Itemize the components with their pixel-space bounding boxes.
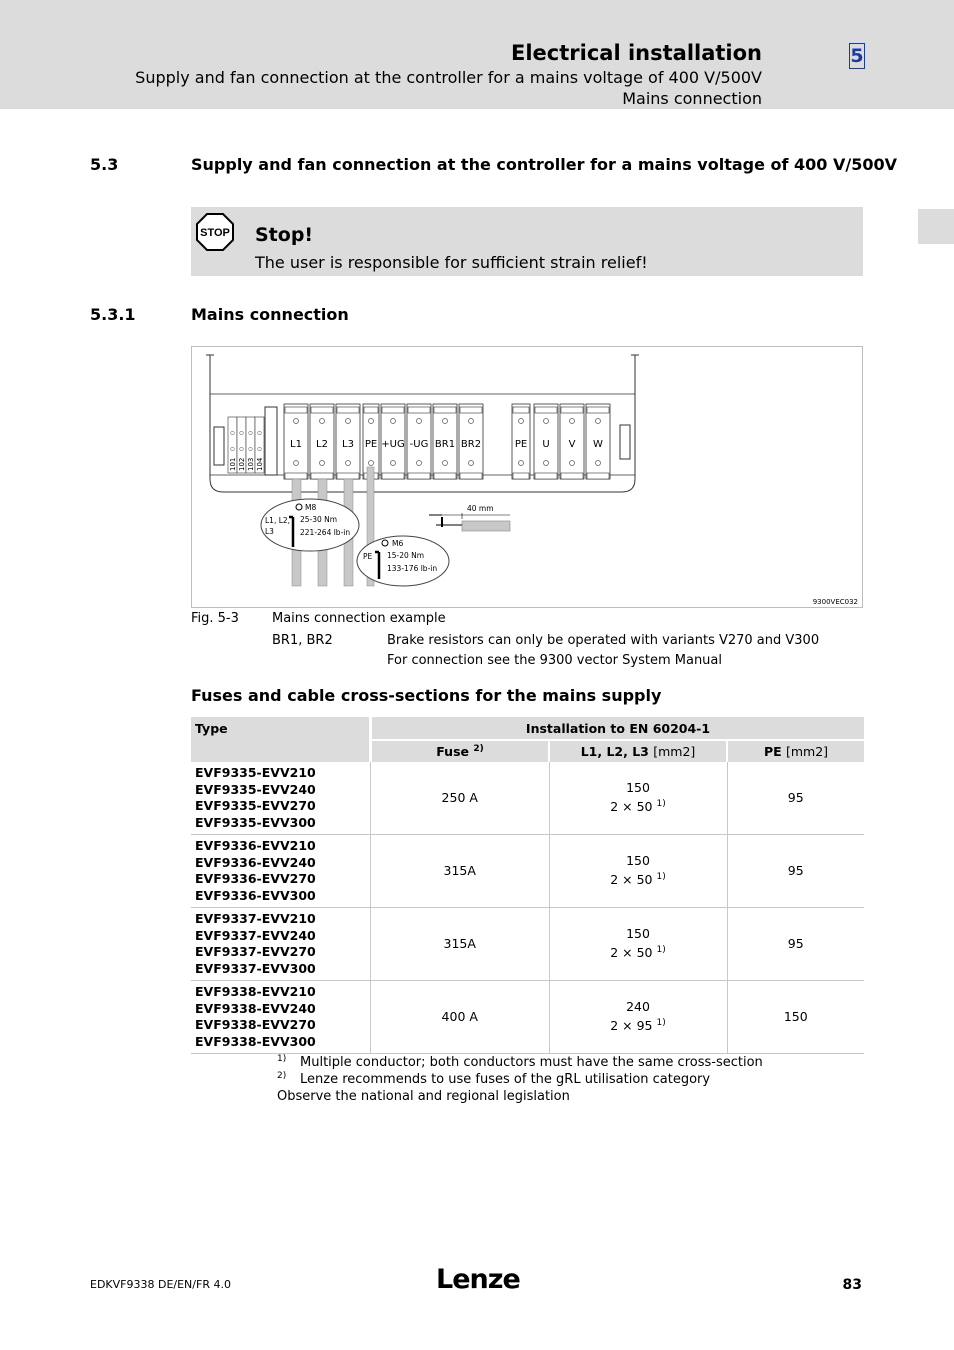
terminal xyxy=(586,404,610,479)
footnote-2-mark: 2) xyxy=(277,1071,287,1081)
type-code: EVF9337-EVV300 xyxy=(195,960,316,976)
torque1-screw: M8 xyxy=(305,503,317,512)
figure-label: Fig. 5-3 xyxy=(191,611,239,626)
fuse-cell: 400 A xyxy=(371,981,550,1054)
terminal-label: BR2 xyxy=(460,439,482,450)
control-terminal-block xyxy=(228,417,264,473)
l-multi-value: 2 × 50 xyxy=(610,945,653,961)
torque2-screw: M6 xyxy=(392,539,404,548)
stop-note xyxy=(191,207,863,276)
torque2-lbin: 133-176 lb-in xyxy=(387,564,438,573)
table-row xyxy=(191,981,864,1054)
strip-length: 40 mm xyxy=(467,504,494,513)
col-fuse-header xyxy=(371,740,550,762)
fuses-heading: Fuses and cable cross-sections for the mains supply xyxy=(191,686,662,705)
terminal-label: PE xyxy=(514,439,528,450)
l-multi-sup: 1) xyxy=(656,1018,666,1029)
type-code: EVF9335-EVV300 xyxy=(195,814,316,830)
torque2-nm: 15-20 Nm xyxy=(387,551,425,560)
torque1-lbin: 221-264 lb-in xyxy=(300,528,351,537)
chapter-number: 5 xyxy=(850,45,864,67)
terminal-label: L2 xyxy=(316,439,328,450)
subsection-number: 5.3.1 xyxy=(90,305,136,324)
control-terminal-label: 102 xyxy=(238,457,246,471)
type-code: EVF9336-EVV270 xyxy=(195,871,316,886)
l-cell xyxy=(549,981,727,1054)
table-row xyxy=(191,762,864,835)
pe-cell: 150 xyxy=(727,981,864,1054)
legend-key: BR1, BR2 xyxy=(272,633,333,648)
col-fuse-sup: 2) xyxy=(473,743,484,754)
terminal xyxy=(310,404,334,479)
col-pe-unit: [mm2] xyxy=(786,744,829,759)
l-value: 240 xyxy=(626,999,650,1015)
type-cell xyxy=(191,762,371,835)
type-code: EVF9335-EVV240 xyxy=(195,781,316,797)
col-pe-label: PE xyxy=(763,744,782,759)
type-code: EVF9336-EVV300 xyxy=(195,887,316,903)
l-cell xyxy=(549,762,727,835)
pe-cell: 95 xyxy=(727,835,864,908)
type-code: EVF9338-EVV270 xyxy=(195,1017,316,1032)
type-cell xyxy=(191,981,371,1054)
table-row xyxy=(191,835,864,908)
type-code: EVF9337-EVV240 xyxy=(195,927,316,943)
legend-line-2: For connection see the 9300 vector System Manual xyxy=(387,653,723,668)
fuses-table xyxy=(191,717,864,1054)
document-code: EDKVF9338 DE/EN/FR 4.0 xyxy=(90,1278,231,1291)
pe-cell: 95 xyxy=(727,908,864,981)
terminal-label: BR1 xyxy=(434,439,456,450)
torque1-label-line1: L1, L2, xyxy=(265,516,291,525)
stop-sign-icon xyxy=(196,213,234,251)
terminal-label: L3 xyxy=(342,439,354,450)
type-code: EVF9338-EVV210 xyxy=(195,984,316,999)
terminal-label: W xyxy=(593,439,603,450)
type-code: EVF9337-EVV210 xyxy=(195,911,316,926)
torque2-label: PE xyxy=(363,552,373,561)
power-terminal-strip xyxy=(284,404,610,479)
control-terminal xyxy=(228,417,237,473)
type-code: EVF9337-EVV270 xyxy=(195,944,316,959)
terminal xyxy=(560,404,584,479)
pe-cell: 95 xyxy=(727,762,864,835)
fuse-cell: 250 A xyxy=(371,762,550,835)
terminal xyxy=(284,404,308,479)
torque1-label-line2: L3 xyxy=(265,527,274,536)
col-type-header: Type xyxy=(191,717,371,762)
control-terminal xyxy=(255,417,264,473)
type-code: EVF9338-EVV300 xyxy=(195,1033,316,1049)
l-multi-sup: 1) xyxy=(656,945,666,956)
legend-line-1: Brake resistors can only be operated with variants V270 and V300 xyxy=(387,633,820,648)
torque1-nm: 25-30 Nm xyxy=(300,515,338,524)
stop-title: Stop! xyxy=(255,224,314,246)
figure-caption: Mains connection example xyxy=(272,611,446,626)
type-code: EVF9336-EVV210 xyxy=(195,838,316,853)
header-subtitle: Supply and fan connection at the controller for a mains voltage of 400 V/500V xyxy=(135,68,762,87)
control-terminal-label: 101 xyxy=(229,457,237,471)
l-multi-value: 2 × 50 xyxy=(610,872,653,888)
terminal-label: U xyxy=(542,439,550,450)
header-title: Electrical installation xyxy=(511,41,762,65)
figure-code: 9300VEC032 xyxy=(812,598,858,606)
l-cell xyxy=(549,908,727,981)
side-tab xyxy=(918,209,954,244)
header-subtitle-2: Mains connection xyxy=(622,89,762,108)
terminal-label: PE xyxy=(364,439,378,450)
l-value: 150 xyxy=(626,780,650,796)
control-terminal-label: 104 xyxy=(256,457,264,471)
type-code: EVF9338-EVV240 xyxy=(195,1000,316,1016)
table-row xyxy=(191,908,864,981)
subsection-title: Mains connection xyxy=(191,305,349,324)
section-number: 5.3 xyxy=(90,155,119,174)
control-terminal-label: 103 xyxy=(247,457,255,471)
terminal-label: +UG xyxy=(381,439,405,450)
terminal xyxy=(459,404,483,479)
page-number: 83 xyxy=(842,1277,862,1293)
l-multi-sup: 1) xyxy=(656,799,666,810)
footnote-3: Observe the national and regional legislation xyxy=(277,1089,570,1104)
col-l-label: L1, L2, L3 xyxy=(580,744,649,759)
stop-sign-text: STOP xyxy=(200,227,230,239)
control-terminal xyxy=(237,417,246,473)
section-title: Supply and fan connection at the controller for a mains voltage of 400 V/500V xyxy=(191,155,898,174)
terminal xyxy=(336,404,360,479)
terminal-label: -UG xyxy=(409,439,429,450)
terminal xyxy=(407,404,431,479)
footnote-1: Multiple conductor; both conductors must have the same cross-section xyxy=(300,1055,763,1070)
l-value: 150 xyxy=(626,926,650,942)
terminal xyxy=(512,404,530,479)
type-cell xyxy=(191,908,371,981)
terminal-diagram xyxy=(192,347,862,607)
col-installation-header: Installation to EN 60204-1 xyxy=(371,717,865,740)
col-fuse-label: Fuse xyxy=(436,744,469,760)
l-cell xyxy=(549,835,727,908)
l-multi-value: 2 × 95 xyxy=(610,1018,653,1034)
l-multi-sup: 1) xyxy=(656,872,666,883)
fuse-cell: 315A xyxy=(371,908,550,981)
footnote-1-mark: 1) xyxy=(277,1054,287,1064)
stop-text: The user is responsible for sufficient strain relief! xyxy=(255,253,648,272)
type-cell xyxy=(191,835,371,908)
control-terminal xyxy=(246,417,255,473)
fuse-cell: 315A xyxy=(371,835,550,908)
type-code: EVF9335-EVV210 xyxy=(195,765,316,780)
mains-connection-figure xyxy=(191,346,863,608)
type-code: EVF9335-EVV270 xyxy=(195,798,316,813)
col-pe-header xyxy=(727,740,864,762)
terminal xyxy=(433,404,457,479)
footnote-2: Lenze recommends to use fuses of the gRL utilisation category xyxy=(300,1072,711,1087)
terminal-label: V xyxy=(568,439,576,450)
terminal-label: L1 xyxy=(290,439,302,450)
l-value: 150 xyxy=(626,853,650,869)
terminal xyxy=(381,404,405,479)
lenze-logo: Lenze xyxy=(436,1264,520,1295)
col-l-unit: [mm2] xyxy=(653,744,696,759)
terminal xyxy=(534,404,558,479)
col-l-header xyxy=(549,740,727,762)
l-multi-value: 2 × 50 xyxy=(610,799,653,815)
header-band xyxy=(0,0,954,109)
type-code: EVF9336-EVV240 xyxy=(195,854,316,870)
